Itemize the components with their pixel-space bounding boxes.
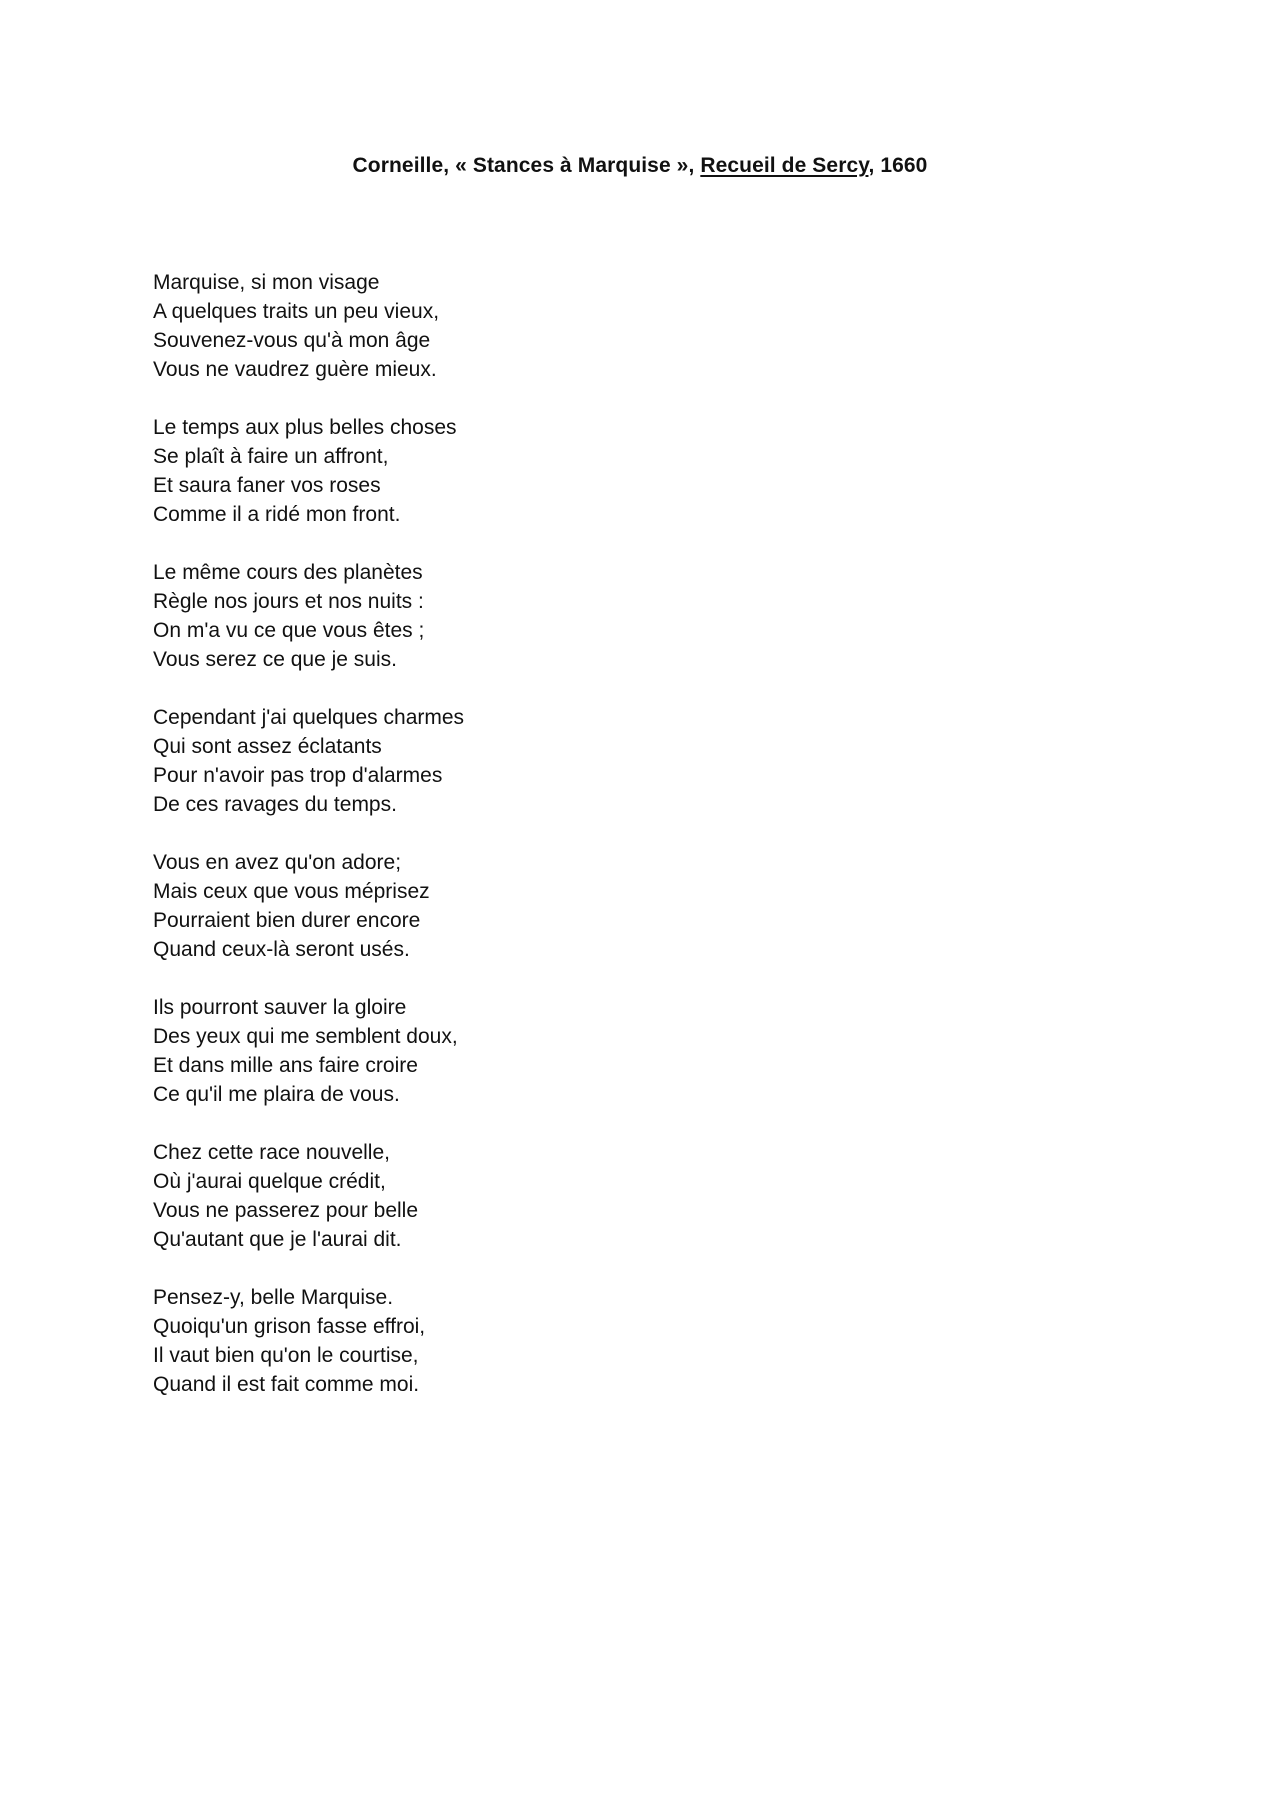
poem-line: Des yeux qui me semblent doux, — [153, 1025, 458, 1048]
poem-line: Pour n'avoir pas trop d'alarmes — [153, 764, 443, 787]
poem-line: Il vaut bien qu'on le courtise, — [153, 1344, 419, 1367]
poem-line: On m'a vu ce que vous êtes ; — [153, 619, 425, 642]
poem — [153, 268, 853, 1428]
poem-line: Vous serez ce que je suis. — [153, 648, 397, 671]
poem-line: Le même cours des planètes — [153, 561, 423, 584]
poem-line: Le temps aux plus belles choses — [153, 416, 457, 439]
poem-line: Quand il est fait comme moi. — [153, 1373, 420, 1396]
poem-line: Souvenez-vous qu'à mon âge — [153, 329, 431, 352]
poem-line: Pensez-y, belle Marquise. — [153, 1286, 394, 1309]
stanza-7 — [153, 1138, 853, 1254]
poem-line: Qui sont assez éclatants — [153, 735, 382, 758]
poem-line: Marquise, si mon visage — [153, 271, 380, 294]
stanza-8 — [153, 1283, 853, 1399]
poem-line: Chez cette race nouvelle, — [153, 1141, 390, 1164]
poem-line: Se plaît à faire un affront, — [153, 445, 389, 468]
stanza-5 — [153, 848, 853, 964]
poem-line: Vous ne passerez pour belle — [153, 1199, 419, 1222]
poem-line: Pourraient bien durer encore — [153, 909, 421, 932]
stanza-1 — [153, 268, 853, 384]
poem-line: Cependant j'ai quelques charmes — [153, 706, 465, 729]
poem-line: Et dans mille ans faire croire — [153, 1054, 418, 1077]
poem-line: De ces ravages du temps. — [153, 793, 397, 816]
poem-line: Ce qu'il me plaira de vous. — [153, 1083, 400, 1106]
stanza-6 — [153, 993, 853, 1109]
poem-line: A quelques traits un peu vieux, — [153, 300, 440, 323]
poem-line: Et saura faner vos roses — [153, 474, 381, 497]
poem-line: Vous ne vaudrez guère mieux. — [153, 358, 437, 381]
poem-line: Quoiqu'un grison fasse effroi, — [153, 1315, 426, 1338]
stanza-3 — [153, 558, 853, 674]
poem-line: Comme il a ridé mon front. — [153, 503, 401, 526]
page-title — [0, 152, 1280, 180]
poem-line: Mais ceux que vous méprisez — [153, 880, 430, 903]
title-year: , 1660 — [868, 154, 928, 177]
poem-line: Où j'aurai quelque crédit, — [153, 1170, 386, 1193]
poem-line: Vous en avez qu'on adore; — [153, 851, 402, 874]
title-source: Recueil de Sercy — [700, 154, 869, 177]
poem-line: Règle nos jours et nos nuits : — [153, 590, 424, 613]
poem-line: Ils pourront sauver la gloire — [153, 996, 407, 1019]
stanza-4 — [153, 703, 853, 819]
poem-line: Quand ceux-là seront usés. — [153, 938, 410, 961]
poem-line: Qu'autant que je l'aurai dit. — [153, 1228, 402, 1251]
stanza-2 — [153, 413, 853, 529]
title-author-and-poem: Corneille, « Stances à Marquise », — [352, 154, 701, 177]
